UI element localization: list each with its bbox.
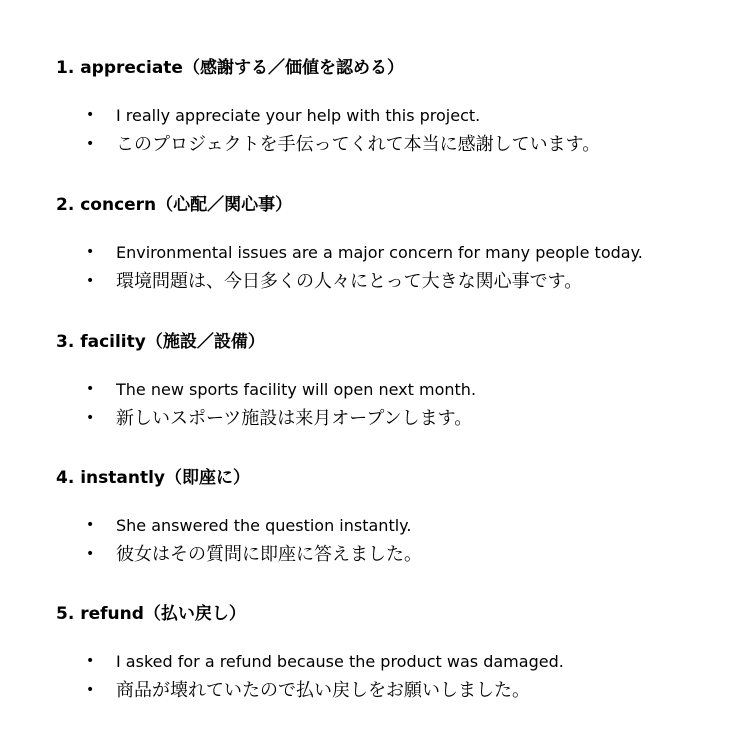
bullet-icon: • [86,653,95,669]
example-japanese-text: 新しいスポーツ施設は来月オープンします。 [116,408,473,429]
vocab-entry-instantly [56,467,736,565]
example-english-text: I really appreciate your help with this project. [116,106,481,125]
vocab-entry-facility [56,331,736,429]
bullet-icon: • [86,517,95,533]
bullet-icon: • [86,381,95,397]
entry-heading: 5. refund（払い戻し） [56,604,246,624]
example-list [56,511,736,569]
example-japanese [56,130,736,159]
example-japanese-text: 環境問題は、今日多くの人々にとって大きな関心事です。 [116,271,583,292]
vocab-entry-refund [56,603,736,701]
bullet-icon: • [86,273,95,289]
example-list [56,238,736,296]
example-english-text: She answered the question instantly. [116,516,412,535]
example-japanese [56,404,736,433]
example-english [56,375,736,404]
bullet-icon: • [86,244,95,260]
bullet-icon: • [86,410,95,426]
bullet-icon: • [86,136,95,152]
entry-heading: 1. appreciate（感謝する／価値を認める） [56,58,404,78]
vocab-entry-appreciate [56,57,736,155]
bullet-icon: • [86,546,95,562]
entry-heading: 2. concern（心配／関心事） [56,195,293,215]
example-japanese-text: 商品が壊れていたので払い戻しをお願いしました。 [116,680,530,701]
bullet-icon: • [86,107,95,123]
example-english-text: Environmental issues are a major concern for many people today. [116,243,643,262]
example-japanese [56,540,736,569]
example-japanese-text: このプロジェクトを手伝ってくれて本当に感謝しています。 [116,134,601,155]
example-english [56,238,736,267]
example-english [56,511,736,540]
example-list [56,101,736,159]
example-english-text: I asked for a refund because the product was damaged. [116,652,564,671]
entry-heading: 3. facility（施設／設備） [56,332,265,352]
vocab-entry-concern [56,194,736,292]
example-japanese [56,267,736,296]
bullet-icon: • [86,682,95,698]
example-list [56,647,736,705]
example-english [56,647,736,676]
entry-heading: 4. instantly（即座に） [56,468,250,488]
example-english-text: The new sports facility will open next month. [116,380,477,399]
example-japanese [56,676,736,705]
example-list [56,375,736,433]
example-english [56,101,736,130]
example-japanese-text: 彼女はその質問に即座に答えました。 [116,544,422,565]
